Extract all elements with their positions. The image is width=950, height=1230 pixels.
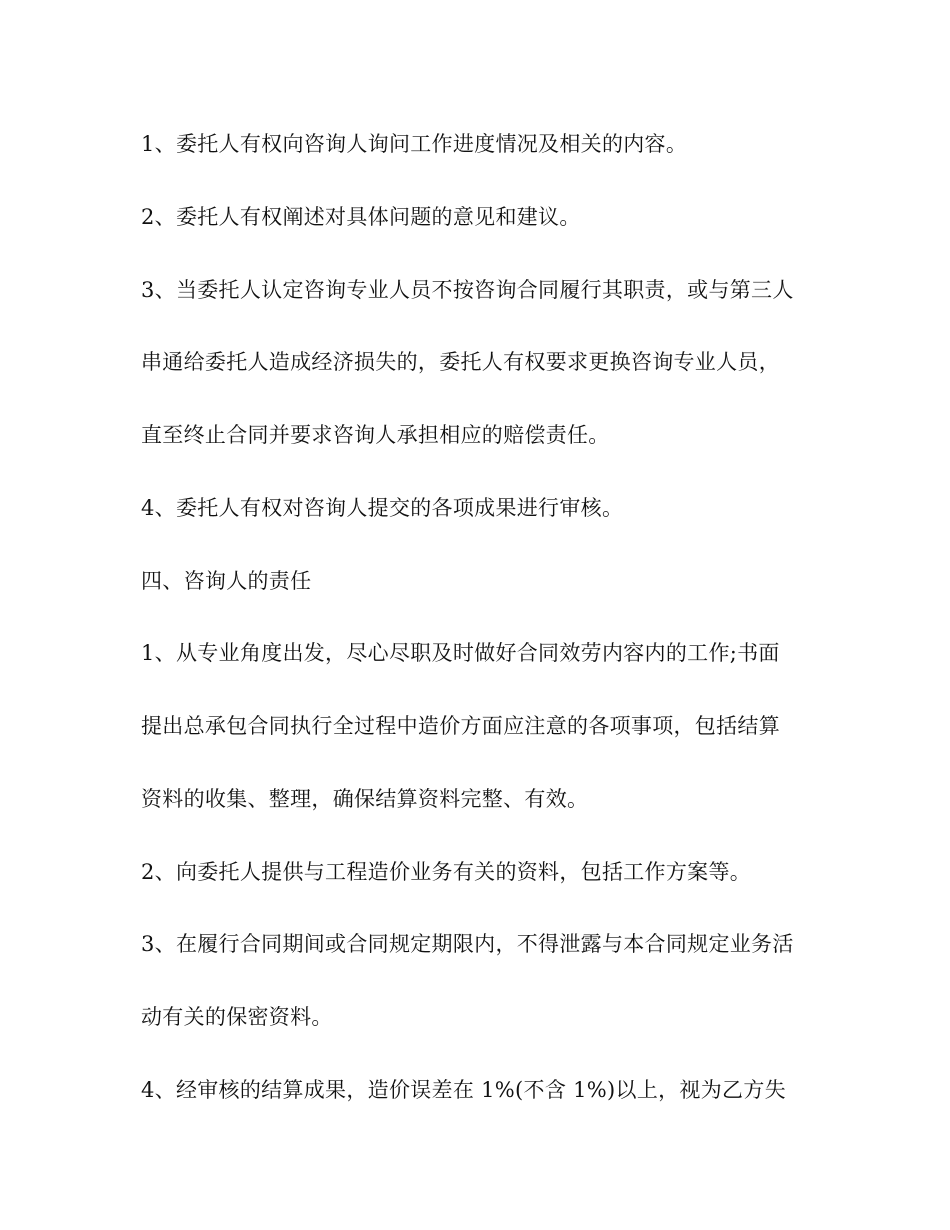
document-line: 提出总承包合同执行全过程中造价方面应注意的各项事项，包括结算 <box>141 714 780 738</box>
document-line: 4、经审核的结算成果，造价误差在 1%(不含 1%)以上，视为乙方失 <box>141 1078 786 1102</box>
document-line: 2、委托人有权阐述对具体问题的意见和建议。 <box>141 205 581 229</box>
document-line: 3、当委托人认定咨询专业人员不按咨询合同履行其职责，或与第三人 <box>141 278 794 302</box>
document-line: 直至终止合同并要求咨询人承担相应的赔偿责任。 <box>141 423 610 447</box>
document-line: 4、委托人有权对咨询人提交的各项成果进行审核。 <box>141 496 624 520</box>
section-heading: 四、咨询人的责任 <box>141 569 312 593</box>
document-line: 1、从专业角度出发，尽心尽职及时做好合同效劳内容内的工作;书面 <box>141 641 780 665</box>
document-line: 串通给委托人造成经济损失的，委托人有权要求更换咨询专业人员， <box>141 350 780 374</box>
document-line: 资料的收集、整理，确保结算资料完整、有效。 <box>141 787 589 811</box>
document-line: 3、在履行合同期间或合同规定期限内，不得泄露与本合同规定业务活 <box>141 932 794 956</box>
document-line: 1、委托人有权向咨询人询问工作进度情况及相关的内容。 <box>141 132 688 156</box>
document-line: 动有关的保密资料。 <box>141 1005 333 1029</box>
document-line: 2、向委托人提供与工程造价业务有关的资料，包括工作方案等。 <box>141 860 752 884</box>
